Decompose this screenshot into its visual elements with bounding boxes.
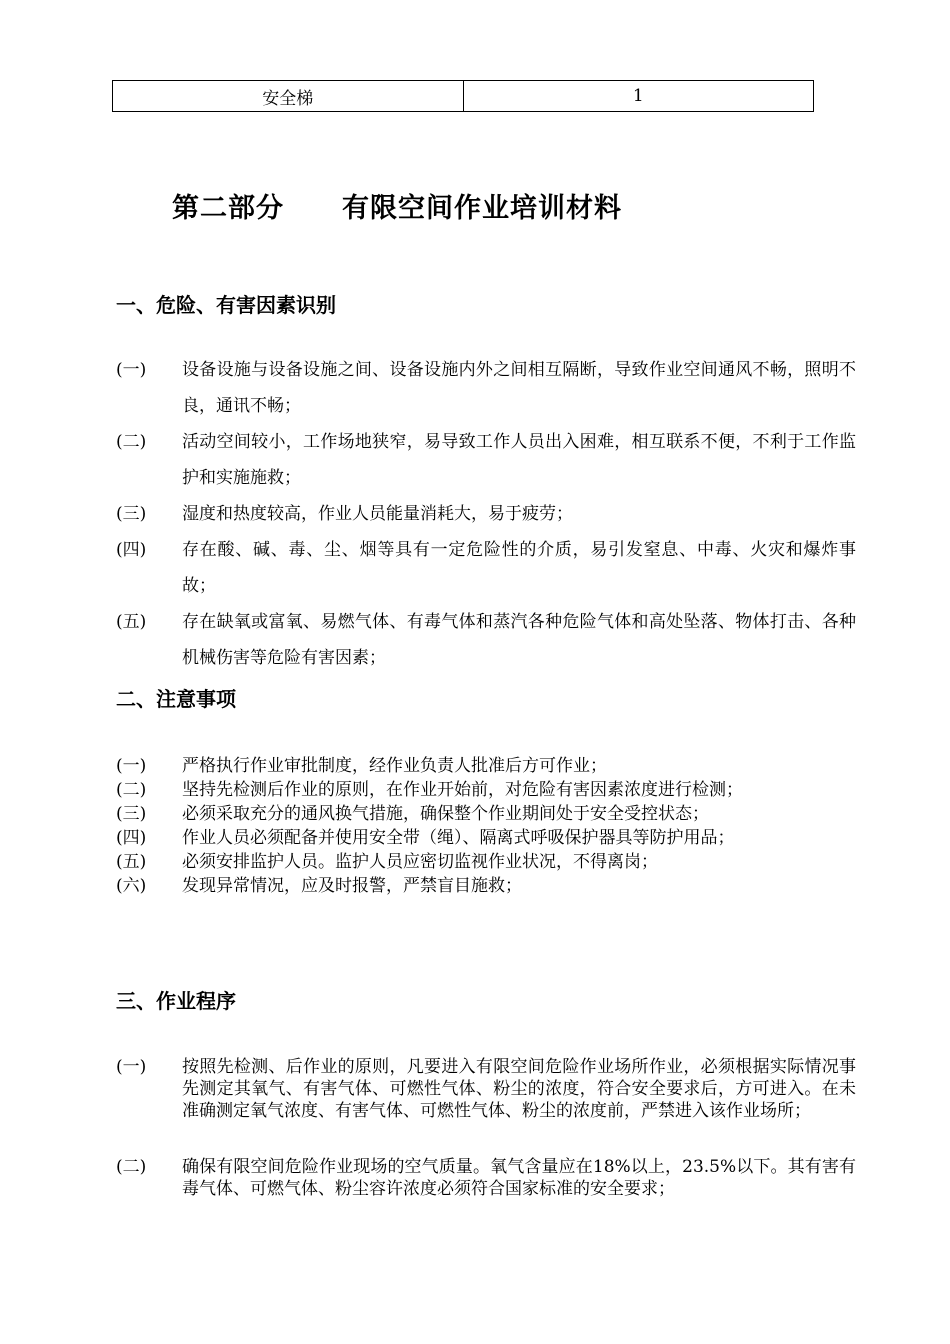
item-text: 存在缺氧或富氧、易燃气体、有毒气体和蒸汽各种危险气体和高处坠落、物体打击、各种机械伤害等危险有害因素；: [182, 612, 856, 668]
section-heading-precautions: 二、注意事项: [116, 687, 236, 711]
part-title: [172, 186, 622, 225]
item-number: (五): [116, 612, 147, 632]
item-number: (四): [116, 828, 147, 848]
item-text: 活动空间较小，工作场地狭窄，易导致工作人员出入困难，相互联系不便，不利于工作监护和实施施救；: [182, 432, 856, 488]
list-item: [116, 424, 856, 496]
item-number: (五): [116, 852, 147, 872]
item-number: (二): [116, 432, 147, 452]
item-number: (一): [116, 360, 147, 380]
section-heading-hazards: 一、危险、有害因素识别: [116, 293, 336, 317]
list-item: [116, 1056, 856, 1122]
list-item: [116, 1156, 856, 1200]
list-item: [116, 754, 856, 778]
part-title-text: 有限空间作业培训材料: [342, 193, 622, 224]
list-item: [116, 496, 856, 532]
list-item: [116, 532, 856, 604]
part-label: 第二部分: [172, 193, 284, 224]
item-number: (一): [116, 1057, 147, 1077]
item-text: 必须采取充分的通风换气措施，确保整个作业期间处于安全受控状态；: [182, 804, 709, 824]
item-number: (四): [116, 540, 147, 560]
item-text: 确保有限空间危险作业现场的空气质量。氧气含量应在18%以上，23.5%以下。其有害有毒气体、可燃气体、粉尘容许浓度必须符合国家标准的安全要求；: [182, 1157, 856, 1199]
item-number: (二): [116, 780, 147, 800]
section-heading-procedure: 三、作业程序: [116, 989, 236, 1013]
list-item: [116, 826, 856, 850]
item-text: 湿度和热度较高，作业人员能量消耗大，易于疲劳；: [182, 504, 573, 524]
table-cell-item: 安全梯: [113, 81, 464, 111]
equipment-table-row: [112, 80, 814, 112]
item-text: 设备设施与设备设施之间、设备设施内外之间相互隔断，导致作业空间通风不畅，照明不良，通讯不畅；: [182, 360, 856, 416]
item-text: 作业人员必须配备并使用安全带（绳）、隔离式呼吸保护器具等防护用品；: [182, 828, 735, 848]
item-text: 发现异常情况，应及时报警，严禁盲目施救；: [182, 876, 522, 896]
list-item: [116, 778, 856, 802]
item-text: 按照先检测、后作业的原则，凡要进入有限空间危险作业场所作业，必须根据实际情况事先测定其氧气、有害气体、可燃性气体、粉尘的浓度，符合安全要求后，方可进入。在未准确测定氧气浓度、有害气体、可燃性气体、粉尘的浓度前，严禁进入该作业场所；: [182, 1057, 856, 1121]
item-number: (三): [116, 804, 147, 824]
item-text: 严格执行作业审批制度，经作业负责人批准后方可作业；: [182, 756, 607, 776]
list-item: [116, 604, 856, 676]
table-cell-quantity: 1: [632, 86, 644, 106]
item-text: 坚持先检测后作业的原则，在作业开始前，对危险有害因素浓度进行检测；: [182, 780, 743, 800]
list-item: [116, 802, 856, 826]
list-item: [116, 352, 856, 424]
item-text: 存在酸、碱、毒、尘、烟等具有一定危险性的介质，易引发窒息、中毒、火灾和爆炸事故；: [182, 540, 856, 596]
item-number: (三): [116, 504, 147, 524]
item-number: (六): [116, 876, 147, 896]
item-number: (一): [116, 756, 147, 776]
item-text: 必须安排监护人员。监护人员应密切监视作业状况，不得离岗；: [182, 852, 658, 872]
list-item: [116, 850, 856, 874]
list-item: [116, 874, 856, 898]
item-number: (二): [116, 1157, 147, 1177]
